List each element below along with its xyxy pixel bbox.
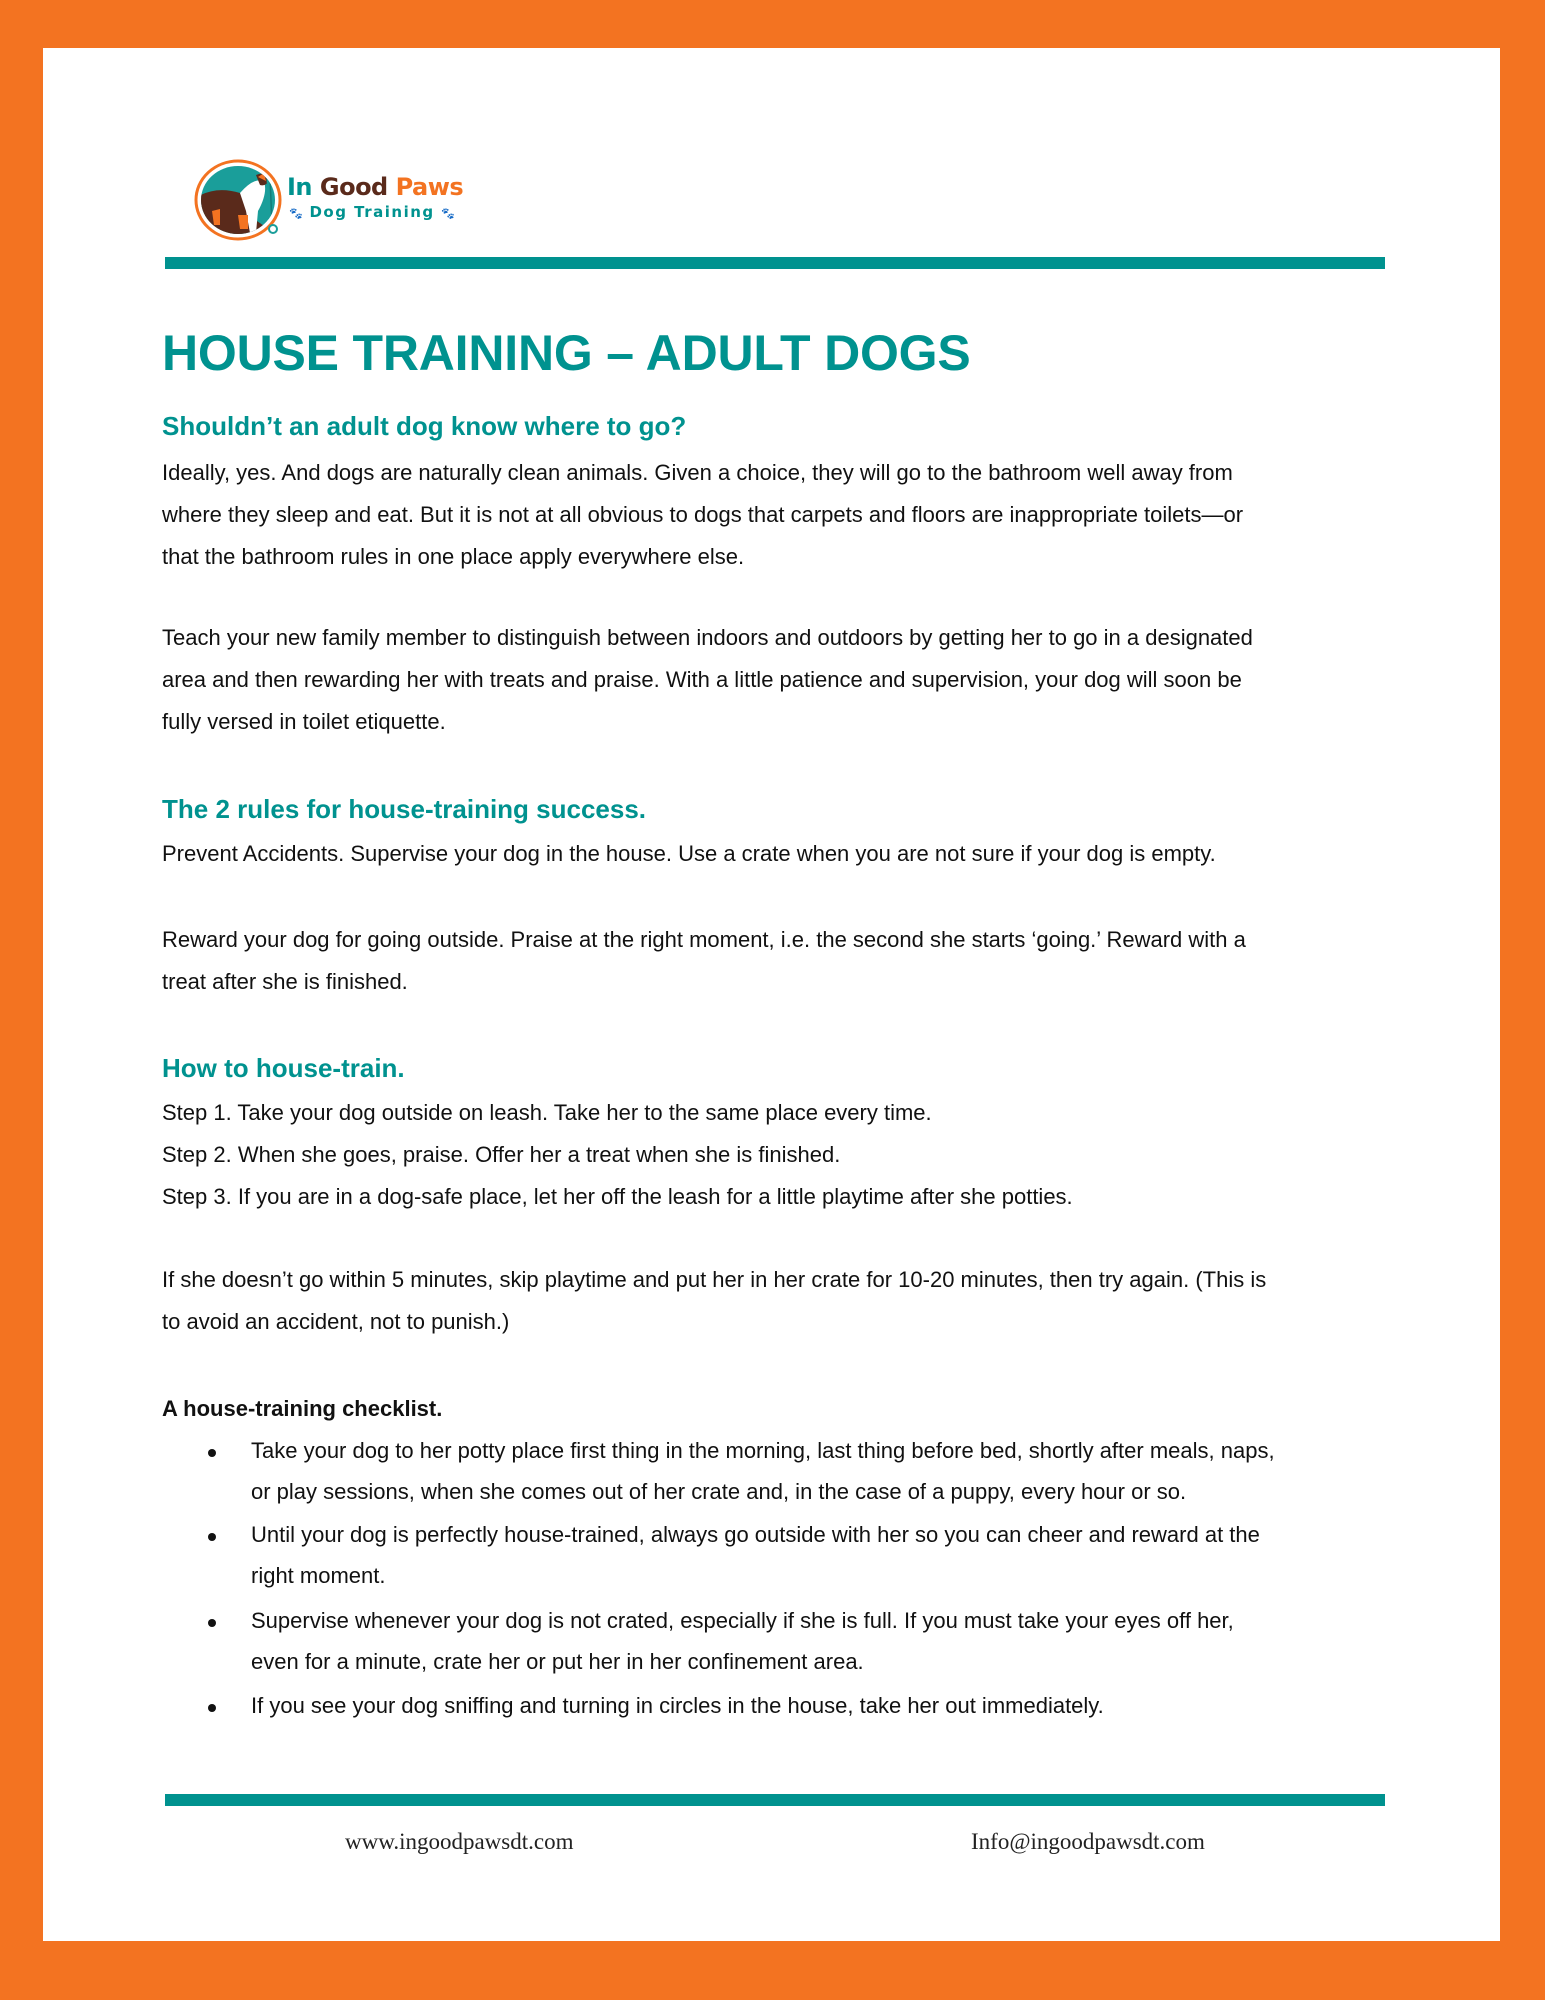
section-heading-how-to: How to house-train.	[162, 1053, 405, 1083]
logo-tagline	[289, 203, 455, 223]
header-divider	[165, 257, 1385, 269]
logo-subtitle: Dog Training	[309, 203, 435, 221]
section-heading-intro: Shouldn’t an adult dog know where to go?	[162, 411, 687, 441]
footer-email-link[interactable]: Info@ingoodpawsdt.com	[971, 1829, 1205, 1854]
list-item-line: even for a minute, crate her or put her in her confinement area.	[251, 1649, 864, 1674]
how-to-note-line-1: If she doesn’t go within 5 minutes, skip playtime and put her in her crate for 10-20 minutes, then try again. (This is	[162, 1267, 1267, 1292]
footer-divider	[165, 1794, 1385, 1806]
bullet-icon	[208, 1449, 216, 1457]
section-heading-rules: The 2 rules for house-training success.	[162, 794, 647, 824]
step-1: Step 1. Take your dog outside on leash. Take her to the same place every time.	[162, 1100, 932, 1125]
paw-prints-icon: 🐾	[441, 207, 456, 220]
dog-logo-icon	[194, 159, 286, 241]
intro-paragraph-1-line-1: Ideally, yes. And dogs are naturally clean animals. Given a choice, they will go to the bathroom well away from	[162, 460, 1233, 485]
intro-paragraph-1-line-3: that the bathroom rules in one place apply everywhere else.	[162, 544, 745, 569]
rules-paragraph-1: Prevent Accidents. Supervise your dog in the house. Use a crate when you are not sure if your dog is empty.	[162, 841, 1216, 866]
list-item-line: Supervise whenever your dog is not crated, especially if she is full. If you must take your eyes off her,	[251, 1608, 1234, 1633]
intro-paragraph-2-line-1: Teach your new family member to distinguish between indoors and outdoors by getting her to go in a designated	[162, 625, 1253, 650]
list-item-line: If you see your dog sniffing and turning in circles in the house, take her out immediately.	[251, 1693, 1104, 1718]
checklist-heading: A house-training checklist.	[162, 1396, 443, 1421]
how-to-note-line-2: to avoid an accident, not to punish.)	[162, 1309, 510, 1334]
footer-website-link[interactable]: www.ingoodpawsdt.com	[345, 1829, 574, 1854]
logo-word-good: Good	[319, 173, 388, 201]
logo-word-in: In	[287, 173, 313, 201]
step-2: Step 2. When she goes, praise. Offer her a treat when she is finished.	[162, 1142, 841, 1167]
logo-word-paws: Paws	[395, 173, 464, 201]
list-item-line: Until your dog is perfectly house-trained, always go outside with her so you can cheer and reward at the	[251, 1522, 1260, 1547]
list-item-line: right moment.	[251, 1563, 386, 1588]
intro-paragraph-2-line-3: fully versed in toilet etiquette.	[162, 709, 446, 734]
intro-paragraph-1-line-2: where they sleep and eat. But it is not at all obvious to dogs that carpets and floors are inappropriate toilets—or	[162, 502, 1244, 527]
page-title: HOUSE TRAINING – ADULT DOGS	[162, 325, 971, 381]
list-item-line: or play sessions, when she comes out of her crate and, in the case of a puppy, every hour or so.	[251, 1479, 1187, 1504]
logo-wordmark	[287, 172, 463, 202]
bullet-icon	[208, 1619, 216, 1627]
list-item-line: Take your dog to her potty place first thing in the morning, last thing before bed, shortly after meals, naps,	[251, 1438, 1275, 1463]
paw-prints-icon: 🐾	[289, 207, 303, 220]
bullet-icon	[208, 1704, 216, 1712]
rules-paragraph-2-line-2: treat after she is finished.	[162, 969, 408, 994]
intro-paragraph-2-line-2: area and then rewarding her with treats and praise. With a little patience and supervision, your dog will soon be	[162, 667, 1242, 692]
bullet-icon	[208, 1533, 216, 1541]
step-3: Step 3. If you are in a dog-safe place, let her off the leash for a little playtime after she potties.	[162, 1184, 1073, 1209]
rules-paragraph-2-line-1: Reward your dog for going outside. Praise at the right moment, i.e. the second she starts ‘going.’ Reward with a	[162, 927, 1246, 952]
